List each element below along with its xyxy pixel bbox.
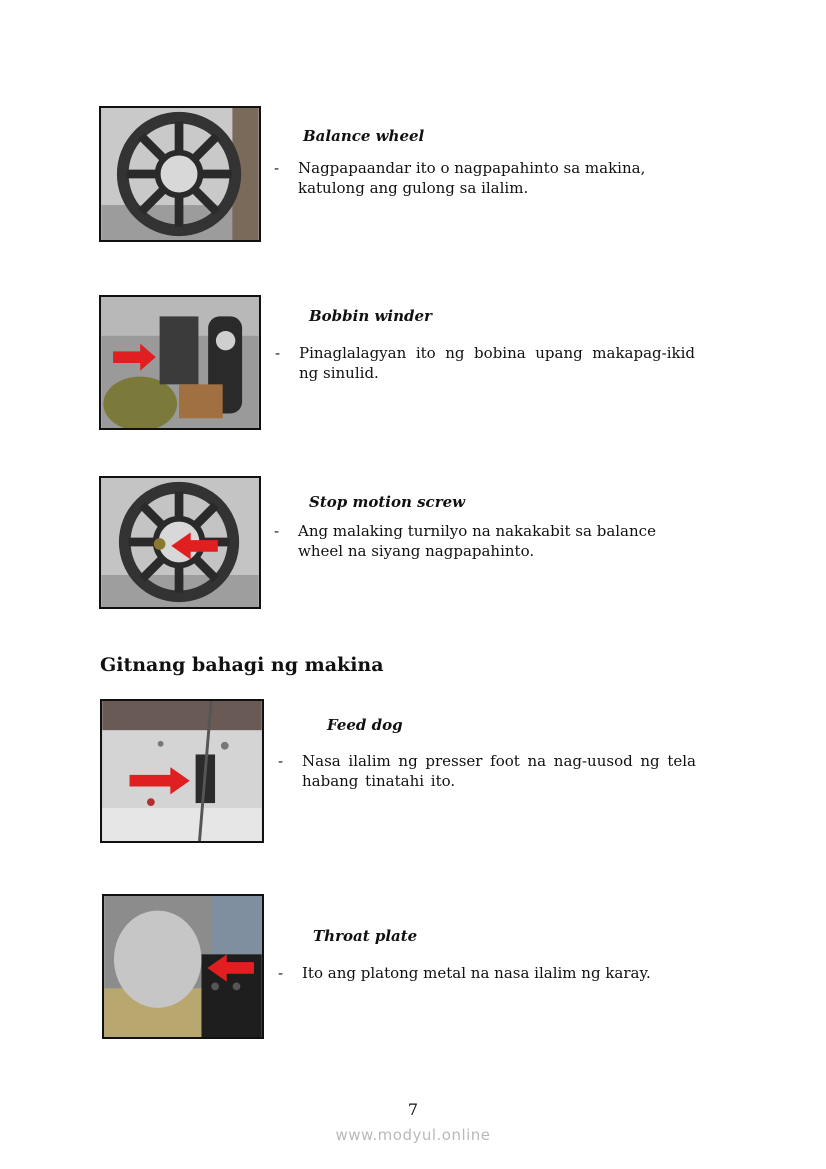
term-bobbin-winder: Bobbin winder (309, 307, 432, 325)
throat-plate-image (104, 896, 262, 1037)
bullet-dash: - (278, 964, 284, 982)
description-balance-wheel: Nagpapaandar ito o nagpapahinto sa makina, katulong ang gulong sa ilalim. (298, 159, 646, 197)
bobbin-winder-image (101, 297, 259, 428)
bullet-dash: - (275, 344, 281, 362)
term-balance-wheel: Balance wheel (303, 127, 425, 145)
bullet-dash: - (278, 752, 284, 770)
feed-dog-image (102, 701, 262, 841)
description-throat-plate: Ito ang platong metal na nasa ilalim ng karay. (302, 964, 651, 982)
throat-plate-photo (102, 894, 264, 1039)
stop-motion-screw-photo (99, 476, 261, 609)
section-heading: Gitnang bahagi ng makina (100, 654, 384, 676)
bullet-dash: - (274, 522, 280, 540)
term-feed-dog: Feed dog (327, 716, 403, 734)
page-number: 7 (407, 1100, 419, 1119)
bobbin-winder-photo (99, 295, 261, 430)
description-bobbin-winder: Pinaglalagyan ito ng bobina upang makapag-ikid ng sinulid. (299, 344, 695, 382)
term-throat-plate: Throat plate (313, 927, 418, 945)
description-feed-dog: Nasa ilalim ng presser foot na nag-uusod ng tela habang tinatahi ito. (302, 752, 696, 790)
bullet-dash: - (274, 159, 280, 177)
term-stop-motion-screw: Stop motion screw (309, 493, 466, 511)
balance-wheel-image (101, 108, 259, 240)
description-stop-motion-screw: Ang malaking turnilyo na nakakabit sa balance wheel na siyang nagpapahinto. (298, 522, 656, 560)
stop-motion-screw-image (101, 478, 259, 607)
footer-watermark: www.modyul.online (335, 1126, 491, 1144)
balance-wheel-photo (99, 106, 261, 242)
feed-dog-photo (100, 699, 264, 843)
